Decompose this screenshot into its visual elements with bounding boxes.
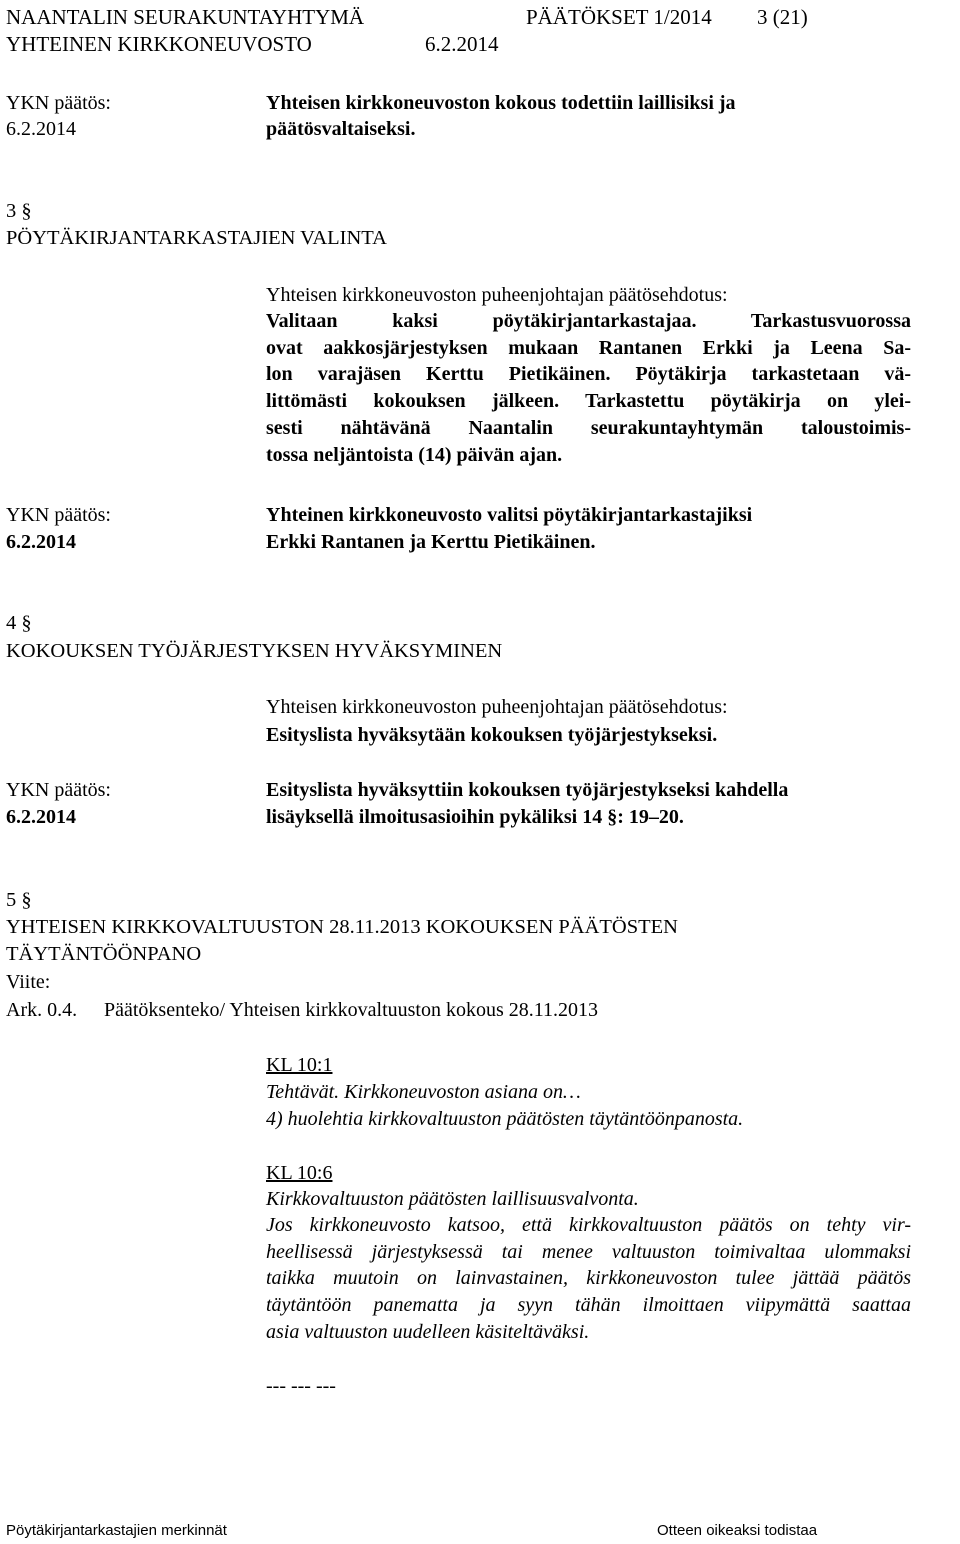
law-text-line: Jos kirkkoneuvosto katsoo, että kirkkovaltuuston päätös on tehty vir- [266,1214,911,1236]
proposal-line: lon varajäsen Kerttu Pietikäinen. Pöytäkirja tarkastetaan vä- [266,363,911,386]
intro-decision-line: Yhteisen kirkkoneuvoston kokous todettiin laillisiksi ja [266,92,736,114]
section-4-proposal-text: Esityslista hyväksytään kokouksen työjärjestykseksi. [266,724,718,746]
section-3-title: PÖYTÄKIRJANTARKASTAJIEN VALINTA [6,227,387,249]
header-page-number: 3 (21) [757,5,808,29]
section-5-title-line: YHTEISEN KIRKKOVALTUUSTON 28.11.2013 KOKOUKSEN PÄÄTÖSTEN [6,916,678,938]
law-text-line: täytäntöön panematta ja syyn tähän ilmoittaen viipymättä saattaa [266,1294,911,1317]
proposal-line: Valitaan kaksi pöytäkirjantarkastajaa. Tarkastusvuorossa [266,310,911,332]
header-date: 6.2.2014 [425,32,499,56]
section-separator: --- --- --- [266,1375,336,1397]
law-text-line: asia valtuuston uudelleen käsiteltäväksi. [266,1320,590,1343]
section-3-decision-label: YKN päätös: [6,504,111,526]
header-minutes: PÄÄTÖKSET 1/2014 [526,5,712,29]
intro-decision-label: YKN päätös: [6,92,111,114]
law-text-line: heellisessä järjestyksessä tai menee valtuuston toimivaltaa ulommaksi [266,1240,911,1263]
section-4-proposal-label: Yhteisen kirkkoneuvoston puheenjohtajan päätösehdotus: [266,696,728,718]
law-text-line: taikka muutoin on lainvastainen, kirkkoneuvoston tulee jättää päätös [266,1267,911,1290]
header-org: NAANTALIN SEURAKUNTAYHTYMÄ [6,5,365,29]
section-5-number: 5 § [6,889,32,911]
section-4-decision-line: Esityslista hyväksyttiin kokouksen työjärjestykseksi kahdella [266,779,789,801]
law-reference-title: KL 10:6 [266,1162,333,1184]
section-5-reference-code: Ark. 0.4. [6,999,78,1021]
section-5-title-line: TÄYTÄNTÖÖNPANO [6,943,202,965]
intro-decision-line: päätösvaltaiseksi. [266,118,416,140]
section-3-proposal-label: Yhteisen kirkkoneuvoston puheenjohtajan päätösehdotus: [266,284,728,306]
law-reference-text [266,1212,911,1346]
section-4-decision-date: 6.2.2014 [6,806,76,828]
section-4-decision-label: YKN päätös: [6,779,111,801]
proposal-line: tossa neljäntoista (14) päivän ajan. [266,443,563,466]
law-reference-title: KL 10:1 [266,1054,333,1076]
section-3-number: 3 § [6,200,32,222]
section-5-reference-label: Viite: [6,971,51,993]
law-reference-line: 4) huolehtia kirkkovaltuuston päätösten täytäntöönpanosta. [266,1108,744,1130]
section-4-title: KOKOUKSEN TYÖJÄRJESTYKSEN HYVÄKSYMINEN [6,640,503,662]
section-3-decision-line: Erkki Rantanen ja Kerttu Pietikäinen. [266,531,596,553]
proposal-line: ovat aakkosjärjestyksen mukaan Rantanen Erkki ja Leena Sa- [266,336,911,359]
section-3-decision-date: 6.2.2014 [6,531,76,553]
section-3-decision-line: Yhteinen kirkkoneuvosto valitsi pöytäkirjantarkastajiksi [266,504,753,526]
proposal-line: littömästi kokouksen jälkeen. Tarkastettu pöytäkirja on ylei- [266,390,911,413]
section-4-number: 4 § [6,612,32,634]
law-reference-line: Tehtävät. Kirkkoneuvoston asiana on… [266,1081,581,1103]
header-body: YHTEINEN KIRKKONEUVOSTO [6,32,312,56]
section-4-decision-line: lisäyksellä ilmoitusasioihin pykäliksi 14 §: 19–20. [266,806,684,828]
proposal-line: sesti nähtävänä Naantalin seurakuntayhtymän taloustoimis- [266,416,911,439]
law-reference-subtitle: Kirkkovaltuuston päätösten laillisuusvalvonta. [266,1188,639,1210]
intro-decision-date: 6.2.2014 [6,118,76,140]
footer-certification-note: Otteen oikeaksi todistaa [657,1522,818,1539]
footer-inspectors-note: Pöytäkirjantarkastajien merkinnät [6,1522,227,1539]
section-3-proposal-text [266,308,911,468]
section-5-reference-text: Päätöksenteko/ Yhteisen kirkkovaltuuston kokous 28.11.2013 [104,999,599,1021]
